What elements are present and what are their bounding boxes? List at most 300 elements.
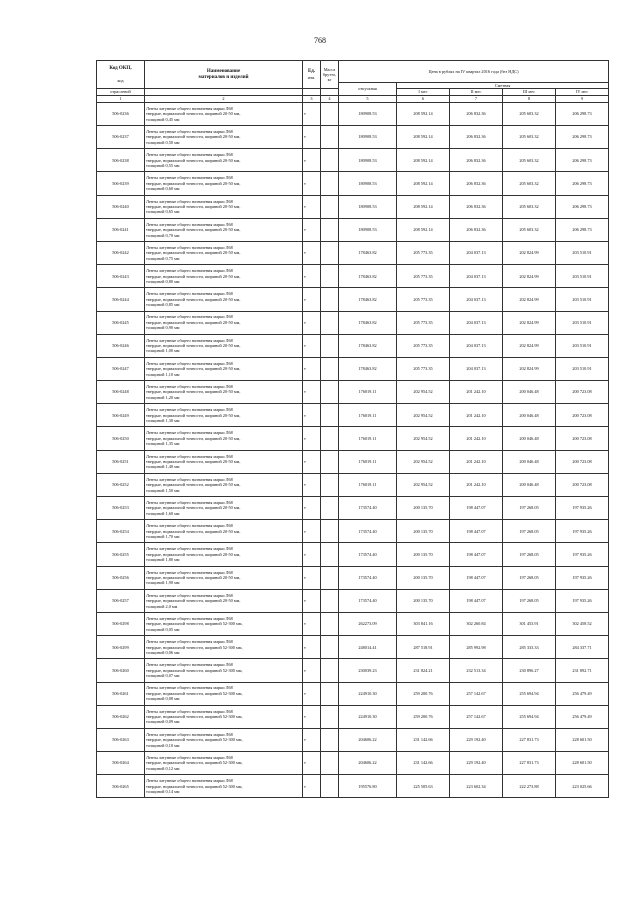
row-wholesale-price: 195576.80: [339, 775, 397, 798]
table-row: [97, 288, 609, 311]
row-price-month-2: 198 447.07: [450, 520, 503, 543]
row-price-month-3: 205 603.32: [503, 102, 556, 125]
row-unit: т: [303, 497, 321, 520]
row-code: 506-0263: [97, 728, 145, 751]
table-row: [97, 566, 609, 589]
row-code: 506-0247: [97, 357, 145, 380]
table-row: [97, 473, 609, 496]
header-row-main: [97, 61, 609, 83]
row-price-month-3: 202 824.99: [503, 265, 556, 288]
row-code: 506-0254: [97, 520, 145, 543]
row-unit: т: [303, 265, 321, 288]
row-price-month-4: 203 510.91: [556, 241, 609, 264]
row-code: 506-0250: [97, 427, 145, 450]
column-number: 1: [97, 95, 145, 102]
row-price-month-2: 204 037.13: [450, 357, 503, 380]
header-month-1: I мес: [397, 89, 450, 95]
row-code: 506-0264: [97, 752, 145, 775]
row-unit: т: [303, 288, 321, 311]
row-price-month-1: 202 954.52: [397, 473, 450, 496]
row-name-line: толщиной 1,50 мм: [146, 487, 180, 493]
header-unit: Ед. изм.: [303, 61, 321, 89]
row-name: [145, 473, 303, 496]
row-name-line: твердые, нормальной точности, шириной 20-50 мм,: [146, 505, 241, 511]
table-row: [97, 520, 609, 543]
row-mass: [321, 752, 339, 775]
row-price-month-1: 202 954.52: [397, 404, 450, 427]
row-mass: [321, 659, 339, 682]
row-wholesale-price: 173574.40: [339, 566, 397, 589]
row-price-month-2: 232 513.34: [450, 659, 503, 682]
table-row: [97, 172, 609, 195]
row-wholesale-price: 180908.53: [339, 195, 397, 218]
row-price-month-1: 205 773.35: [397, 334, 450, 357]
row-wholesale-price: 262273.09: [339, 612, 397, 635]
row-price-month-1: 202 954.52: [397, 427, 450, 450]
row-price-month-1: 208 592.14: [397, 195, 450, 218]
row-wholesale-price: 180908.53: [339, 149, 397, 172]
row-unit: т: [303, 566, 321, 589]
table-row: [97, 311, 609, 334]
row-code: 506-0237: [97, 126, 145, 149]
row-mass: [321, 357, 339, 380]
row-name-line: толщиной 0,50 мм: [146, 139, 180, 145]
row-mass: [321, 218, 339, 241]
table-row: [97, 497, 609, 520]
row-price-month-4: 200 723.08: [556, 427, 609, 450]
row-price-month-3: 200 046.48: [503, 473, 556, 496]
row-mass: [321, 636, 339, 659]
row-code: 506-0246: [97, 334, 145, 357]
row-name-line: Ленты латунные общего назначения марки Л68: [146, 731, 233, 737]
column-number: 3: [303, 95, 321, 102]
row-name: [145, 288, 303, 311]
row-name: [145, 497, 303, 520]
row-name-line: Ленты латунные общего назначения марки Л68: [146, 499, 233, 505]
row-price-month-4: 223 025.66: [556, 775, 609, 798]
row-price-month-1: 200 135.70: [397, 497, 450, 520]
row-name-line: твердые, нормальной точности, шириной 20-50 мм,: [146, 412, 241, 418]
row-code: 506-0260: [97, 659, 145, 682]
row-unit: т: [303, 102, 321, 125]
row-price-month-2: 201 242.10: [450, 450, 503, 473]
row-wholesale-price: 224910.30: [339, 682, 397, 705]
row-price-month-1: 205 773.35: [397, 288, 450, 311]
row-name-line: Ленты латунные общего назначения марки Л68: [146, 615, 233, 621]
row-price-month-4: 197 935.26: [556, 497, 609, 520]
row-price-month-2: 204 037.13: [450, 241, 503, 264]
row-name-line: Ленты латунные общего назначения марки Л68: [146, 546, 233, 552]
row-wholesale-price: 176019.11: [339, 427, 397, 450]
page-number: 768: [314, 36, 326, 45]
row-name-line: толщиной 1,20 мм: [146, 394, 180, 400]
header-name: Наименование материалов и изделий: [145, 61, 303, 89]
row-code: 506-0243: [97, 265, 145, 288]
row-price-month-4: 256 479.49: [556, 705, 609, 728]
row-mass: [321, 589, 339, 612]
row-price-month-2: 201 242.10: [450, 381, 503, 404]
row-mass: [321, 265, 339, 288]
row-price-month-2: 201 242.10: [450, 404, 503, 427]
row-price-month-2: 257 142.67: [450, 682, 503, 705]
row-name-line: твердые, нормальной точности, шириной 52-300 мм,: [146, 690, 243, 696]
row-mass: [321, 126, 339, 149]
row-code: 506-0236: [97, 102, 145, 125]
row-code: 506-0255: [97, 543, 145, 566]
row-unit: т: [303, 450, 321, 473]
row-name-line: толщиной 1,40 мм: [146, 464, 180, 470]
row-price-month-1: 225 505.63: [397, 775, 450, 798]
row-name-line: толщиной 0,09 мм: [146, 719, 180, 725]
row-price-month-3: 200 046.48: [503, 404, 556, 427]
row-wholesale-price: 180908.53: [339, 102, 397, 125]
row-price-month-1: 259 200.76: [397, 682, 450, 705]
row-unit: т: [303, 404, 321, 427]
row-mass: [321, 497, 339, 520]
row-price-month-3: 255 694.94: [503, 705, 556, 728]
row-name-line: Ленты латунные общего назначения марки Л68: [146, 152, 233, 158]
row-wholesale-price: 224910.30: [339, 705, 397, 728]
row-unit: т: [303, 311, 321, 334]
table-row: [97, 543, 609, 566]
row-price-month-2: 229 192.40: [450, 752, 503, 775]
row-name: [145, 241, 303, 264]
row-price-month-2: 206 832.36: [450, 126, 503, 149]
row-name-line: Ленты латунные общего назначения марки Л68: [146, 407, 233, 413]
header-code: Код ОКП, код: [97, 61, 145, 89]
row-wholesale-price: 178463.82: [339, 241, 397, 264]
row-name-line: Ленты латунные общего назначения марки Л68: [146, 244, 233, 250]
row-name-line: Ленты латунные общего назначения марки Л68: [146, 639, 233, 645]
row-price-month-3: 200 046.48: [503, 450, 556, 473]
row-price-month-1: 208 592.14: [397, 126, 450, 149]
row-unit: т: [303, 427, 321, 450]
row-name-line: толщиной 1,10 мм: [146, 371, 180, 377]
row-wholesale-price: 178463.82: [339, 311, 397, 334]
row-name: [145, 218, 303, 241]
row-name: [145, 265, 303, 288]
row-price-month-3: 197 268.05: [503, 497, 556, 520]
row-name: [145, 149, 303, 172]
row-mass: [321, 775, 339, 798]
row-name-line: толщиной 0,75 мм: [146, 255, 180, 261]
row-code: 506-0253: [97, 497, 145, 520]
row-price-month-3: 205 603.32: [503, 172, 556, 195]
row-price-month-3: 205 603.32: [503, 195, 556, 218]
row-name: [145, 381, 303, 404]
row-wholesale-price: 180908.53: [339, 172, 397, 195]
row-name-line: толщиной 0,90 мм: [146, 325, 180, 331]
row-price-month-1: 208 592.14: [397, 102, 450, 125]
row-price-month-3: 197 268.05: [503, 566, 556, 589]
row-code: 506-0239: [97, 172, 145, 195]
row-price-month-1: 208 592.14: [397, 172, 450, 195]
row-price-month-3: 205 603.32: [503, 149, 556, 172]
table-row: [97, 636, 609, 659]
row-name-line: твердые, нормальной точности, шириной 52-300 мм,: [146, 644, 243, 650]
row-name-line: твердые, нормальной точности, шириной 20-50 мм,: [146, 551, 241, 557]
row-price-month-2: 204 037.13: [450, 288, 503, 311]
header-code-sub: отраслевой: [97, 89, 145, 95]
row-name-line: твердые, нормальной точности, шириной 20-50 мм,: [146, 528, 241, 534]
row-price-month-4: 197 935.26: [556, 589, 609, 612]
row-code: 506-0299: [97, 636, 145, 659]
row-name-line: Ленты латунные общего назначения марки Л68: [146, 268, 233, 274]
row-price-month-4: 200 723.08: [556, 381, 609, 404]
row-name-line: твердые, нормальной точности, шириной 52-300 мм,: [146, 783, 243, 789]
row-price-month-2: 257 142.67: [450, 705, 503, 728]
row-wholesale-price: 176019.11: [339, 381, 397, 404]
row-price-month-3: 202 824.99: [503, 288, 556, 311]
price-table: [96, 60, 609, 798]
row-name: [145, 334, 303, 357]
row-price-month-4: 228 601.50: [556, 752, 609, 775]
row-price-month-4: 302 458.52: [556, 612, 609, 635]
row-name: [145, 705, 303, 728]
row-price-month-1: 202 954.52: [397, 450, 450, 473]
row-price-month-4: 203 510.91: [556, 357, 609, 380]
table-row: [97, 241, 609, 264]
row-price-month-2: 201 242.10: [450, 427, 503, 450]
row-unit: т: [303, 612, 321, 635]
row-name-line: толщиной 1,35 мм: [146, 441, 180, 447]
row-price-month-4: 206 298.73: [556, 195, 609, 218]
column-number: 2: [145, 95, 303, 102]
row-price-month-2: 201 242.10: [450, 473, 503, 496]
row-mass: [321, 149, 339, 172]
row-code: 506-0241: [97, 218, 145, 241]
row-price-month-4: 197 935.26: [556, 566, 609, 589]
row-price-month-1: 287 518.91: [397, 636, 450, 659]
row-price-month-4: 203 510.91: [556, 265, 609, 288]
row-name: [145, 172, 303, 195]
row-mass: [321, 728, 339, 751]
row-price-month-4: 206 298.73: [556, 149, 609, 172]
row-name-line: толщиной 2,0 мм: [146, 603, 178, 609]
row-name-line: Ленты латунные общего назначения марки Л68: [146, 360, 233, 366]
row-unit: т: [303, 705, 321, 728]
row-name-line: толщиной 0,45 мм: [146, 116, 180, 122]
row-name: [145, 566, 303, 589]
row-name: [145, 659, 303, 682]
row-name: [145, 427, 303, 450]
row-price-month-3: 202 824.99: [503, 334, 556, 357]
row-name-line: Ленты латунные общего назначения марки Л68: [146, 662, 233, 668]
row-name: [145, 311, 303, 334]
table-row: [97, 218, 609, 241]
header-month-3: III мес: [503, 89, 556, 95]
row-name-line: Ленты латунные общего назначения марки Л68: [146, 105, 233, 111]
row-name-line: Ленты латунные общего назначения марки Л68: [146, 708, 233, 714]
row-code: 506-0248: [97, 381, 145, 404]
row-price-month-2: 223 602.34: [450, 775, 503, 798]
row-mass: [321, 682, 339, 705]
row-name: [145, 357, 303, 380]
row-price-month-4: 203 510.91: [556, 288, 609, 311]
row-name-line: твердые, нормальной точности, шириной 20-50 мм,: [146, 157, 241, 163]
row-name-line: толщиной 0,14 мм: [146, 789, 180, 795]
column-number: 6: [397, 95, 450, 102]
table-row: [97, 334, 609, 357]
row-name-line: толщиной 0,70 мм: [146, 232, 180, 238]
row-name-line: толщиной 0,65 мм: [146, 209, 180, 215]
row-wholesale-price: 173574.40: [339, 520, 397, 543]
row-price-month-4: 206 298.73: [556, 102, 609, 125]
row-wholesale-price: 180908.53: [339, 126, 397, 149]
row-price-month-2: 206 832.36: [450, 195, 503, 218]
table-row: [97, 381, 609, 404]
row-wholesale-price: 178463.82: [339, 265, 397, 288]
row-name: [145, 752, 303, 775]
row-name-line: твердые, нормальной точности, шириной 20-50 мм,: [146, 227, 241, 233]
row-name-line: толщиной 0,06 мм: [146, 649, 180, 655]
row-code: 506-0257: [97, 589, 145, 612]
row-price-month-4: 206 298.73: [556, 172, 609, 195]
row-price-month-2: 204 037.13: [450, 334, 503, 357]
row-name-line: твердые, нормальной точности, шириной 52-300 мм,: [146, 760, 243, 766]
row-price-month-3: 227 831.73: [503, 752, 556, 775]
row-name: [145, 195, 303, 218]
row-name: [145, 404, 303, 427]
column-number: 9: [556, 95, 609, 102]
table-row: [97, 728, 609, 751]
row-name-line: Ленты латунные общего назначения марки Л68: [146, 453, 233, 459]
row-price-month-3: 197 268.05: [503, 543, 556, 566]
row-name-line: твердые, нормальной точности, шириной 52-300 мм,: [146, 621, 243, 627]
table-row: [97, 450, 609, 473]
header-column-numbers: [97, 95, 609, 102]
row-code: 506-0244: [97, 288, 145, 311]
table-row: [97, 775, 609, 798]
row-name-line: Ленты латунные общего назначения марки Л68: [146, 198, 233, 204]
row-mass: [321, 241, 339, 264]
row-mass: [321, 520, 339, 543]
row-price-month-4: 200 723.08: [556, 404, 609, 427]
row-mass: [321, 404, 339, 427]
table-row: [97, 102, 609, 125]
row-wholesale-price: 173574.40: [339, 589, 397, 612]
row-name-line: толщиной 0,12 мм: [146, 765, 180, 771]
row-name-line: Ленты латунные общего назначения марки Л68: [146, 430, 233, 436]
row-name-line: толщиной 1,00 мм: [146, 348, 180, 354]
row-price-month-4: 200 723.08: [556, 450, 609, 473]
row-price-month-4: 206 298.73: [556, 218, 609, 241]
row-name-line: твердые, нормальной точности, шириной 20-50 мм,: [146, 273, 241, 279]
row-name-line: твердые, нормальной точности, шириной 20-50 мм,: [146, 203, 241, 209]
header-price-group: Цена в рублях на IV квартал 2016 года (без НДС): [339, 61, 609, 83]
row-price-month-2: 198 447.07: [450, 589, 503, 612]
row-name-line: твердые, нормальной точности, шириной 20-50 мм,: [146, 482, 241, 488]
row-name-line: Ленты латунные общего назначения марки Л68: [146, 291, 233, 297]
row-price-month-3: 227 831.73: [503, 728, 556, 751]
row-wholesale-price: 204606.22: [339, 752, 397, 775]
row-wholesale-price: 204606.22: [339, 728, 397, 751]
row-price-month-3: 202 824.99: [503, 241, 556, 264]
table-row: [97, 126, 609, 149]
row-price-month-1: 205 773.35: [397, 311, 450, 334]
row-name-line: толщиной 0,85 мм: [146, 302, 180, 308]
row-name-line: толщиной 1,30 мм: [146, 418, 180, 424]
row-mass: [321, 102, 339, 125]
row-price-month-3: 202 824.99: [503, 311, 556, 334]
row-price-month-4: 203 510.91: [556, 311, 609, 334]
row-name-line: твердые, нормальной точности, шириной 20-50 мм,: [146, 598, 241, 604]
row-name-line: твердые, нормальной точности, шириной 20-50 мм,: [146, 389, 241, 395]
row-name-line: толщиной 1,90 мм: [146, 580, 180, 586]
row-price-month-2: 206 832.36: [450, 218, 503, 241]
row-price-month-4: 231 892.71: [556, 659, 609, 682]
row-price-month-4: 197 935.26: [556, 543, 609, 566]
row-price-month-3: 222 273.88: [503, 775, 556, 798]
row-wholesale-price: 176019.11: [339, 473, 397, 496]
row-name: [145, 636, 303, 659]
row-price-month-4: 228 601.50: [556, 728, 609, 751]
row-unit: т: [303, 218, 321, 241]
row-name-line: толщиной 1,70 мм: [146, 533, 180, 539]
row-mass: [321, 612, 339, 635]
row-price-month-1: 200 135.70: [397, 589, 450, 612]
row-unit: т: [303, 682, 321, 705]
row-code: 506-0256: [97, 566, 145, 589]
row-name: [145, 520, 303, 543]
row-name-line: Ленты латунные общего назначения марки Л68: [146, 778, 233, 784]
row-name-line: Ленты латунные общего назначения марки Л68: [146, 592, 233, 598]
row-price-month-1: 205 773.35: [397, 265, 450, 288]
row-unit: т: [303, 334, 321, 357]
row-name-line: Ленты латунные общего назначения марки Л68: [146, 755, 233, 761]
row-name-line: твердые, нормальной точности, шириной 52-300 мм,: [146, 714, 243, 720]
row-unit: т: [303, 172, 321, 195]
row-price-month-1: 205 773.35: [397, 241, 450, 264]
row-name-line: твердые, нормальной точности, шириной 20-50 мм,: [146, 134, 241, 140]
row-name-line: толщиной 1,60 мм: [146, 510, 180, 516]
row-unit: т: [303, 241, 321, 264]
row-mass: [321, 450, 339, 473]
header-estimate-group: Сметная: [397, 83, 609, 89]
table-body: [97, 102, 609, 798]
row-price-month-3: 205 603.32: [503, 218, 556, 241]
row-name-line: Ленты латунные общего назначения марки Л68: [146, 569, 233, 575]
table-row: [97, 265, 609, 288]
row-price-month-1: 231 824.21: [397, 659, 450, 682]
row-name-line: Ленты латунные общего назначения марки Л68: [146, 476, 233, 482]
row-wholesale-price: 230039.23: [339, 659, 397, 682]
row-price-month-3: 205 603.32: [503, 126, 556, 149]
row-unit: т: [303, 752, 321, 775]
row-price-month-2: 206 832.36: [450, 149, 503, 172]
row-wholesale-price: 176019.11: [339, 404, 397, 427]
header-mass: Масса брутто, кг: [321, 61, 339, 89]
row-price-month-4: 284 337.71: [556, 636, 609, 659]
row-name-line: твердые, нормальной точности, шириной 20-50 мм,: [146, 343, 241, 349]
row-mass: [321, 381, 339, 404]
row-unit: т: [303, 520, 321, 543]
row-price-month-2: 198 447.07: [450, 497, 503, 520]
row-name-line: твердые, нормальной точности, шириной 20-50 мм,: [146, 250, 241, 256]
row-price-month-1: 303 841.16: [397, 612, 450, 635]
table-row: [97, 612, 609, 635]
row-unit: т: [303, 659, 321, 682]
row-price-month-1: 205 773.35: [397, 357, 450, 380]
row-unit: т: [303, 357, 321, 380]
row-code: 506-0265: [97, 775, 145, 798]
row-unit: т: [303, 728, 321, 751]
row-price-month-1: 208 592.14: [397, 218, 450, 241]
column-number: 8: [503, 95, 556, 102]
row-code: 506-0238: [97, 149, 145, 172]
row-unit: т: [303, 126, 321, 149]
row-name-line: толщиной 0,05 мм: [146, 626, 180, 632]
